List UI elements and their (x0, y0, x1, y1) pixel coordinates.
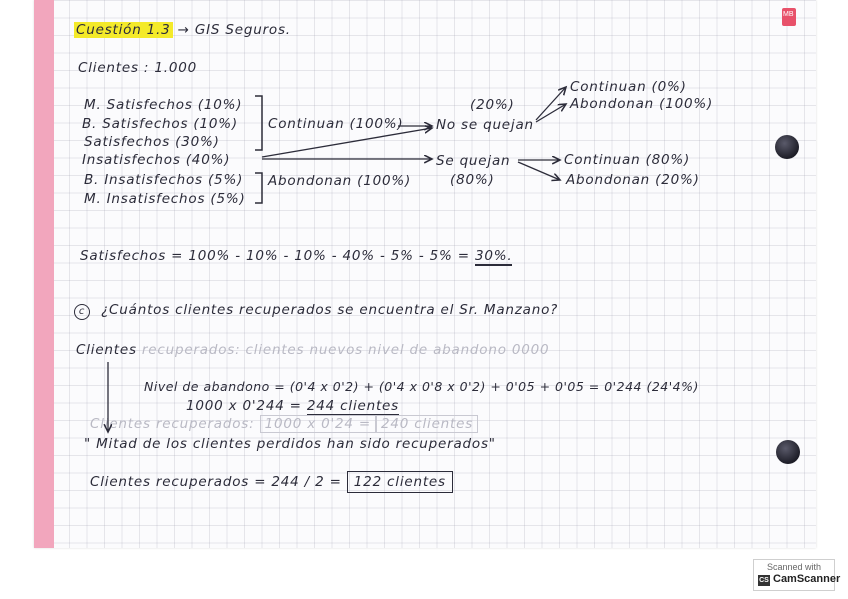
branch-c-continue: Continuan (80%) (564, 152, 691, 168)
arrow-nc-continue (536, 87, 566, 120)
abandon-calc-result: 244 clientes (306, 398, 399, 414)
category-satisfied: Satisfechos (30%) (84, 134, 220, 150)
camscanner-logo-icon: CS (759, 577, 769, 584)
half-recovered-note: " Mitad de los clientes perdidos han sido recuperados" (84, 436, 496, 452)
branch-c-abandon: Abondonan (20%) (566, 172, 700, 188)
scanned-with-text: Scanned with (766, 562, 822, 572)
arrow-unsatisfied-to-no-complain (262, 128, 432, 157)
final-calc-prefix: Clientes recuperados = 244 / 2 = (90, 474, 342, 490)
company-name: GIS Seguros. (194, 22, 291, 38)
abandon-level-formula: Nivel de abandono = (0'4 x 0'2) + (0'4 x 0'8 x 0'2) + 0'05 + 0'05 = 0'244 (24'4%) (144, 379, 699, 394)
branch-nc-continue: Continuan (0%) (570, 79, 687, 95)
abandon-calc-prefix: 1000 x 0'244 = (186, 398, 302, 414)
unsatisfied-bracket (255, 173, 262, 203)
satisfied-formula-text: Satisfechos = 100% - 10% - 10% - 40% - 5% - 5% = (80, 248, 470, 264)
category-unsatisfied: Insatisfechos (40%) (82, 152, 231, 168)
category-b-satisfied: B. Satisfechos (10%) (82, 116, 238, 132)
arrow-nc-abandon (536, 104, 566, 122)
category-m-unsatisfied: M. Insatisfechos (5%) (84, 191, 246, 207)
recovered-definition-faded: recuperados: clientes nuevos nivel de abandono 0000 (136, 342, 550, 358)
question-number: Cuestión 1.3 (76, 22, 171, 38)
complain-label: Se quejan (436, 153, 511, 169)
faded-result: 240 clientes (376, 415, 478, 433)
satisfied-bracket (255, 96, 262, 150)
group-continue-label: Continuan (100%) (268, 116, 404, 132)
question-c-text: ¿Cuántos clientes recuperados se encuentra el Sr. Manzano? (101, 302, 559, 318)
category-b-unsatisfied: B. Insatisfechos (5%) (84, 172, 244, 188)
group-abandon-label: Abondonan (100%) (268, 173, 412, 189)
page-tab-text: MB (783, 11, 794, 18)
complain-percent: (80%) (450, 172, 495, 188)
arrow-c-abandon (518, 162, 560, 180)
category-m-satisfied: M. Satisfechos (10%) (84, 97, 243, 113)
camscanner-badge (753, 559, 841, 591)
recovered-definition-dark: Clientes (76, 342, 137, 358)
question-c-marker: c (74, 304, 90, 320)
faded-recovered-label: Clientes recuperados: (90, 416, 255, 432)
faded-calc: 1000 x 0'24 = (260, 415, 376, 433)
satisfied-result: 30%. (474, 248, 513, 264)
no-complain-percent: (20%) (470, 97, 515, 113)
clients-total: Clientes : 1.000 (78, 60, 198, 76)
camscanner-name: CamScanner (773, 573, 841, 585)
final-result-box: 122 clientes (347, 471, 453, 493)
no-complain-label: No se quejan (436, 117, 534, 133)
branch-nc-abandon: Abondonan (100%) (570, 96, 714, 112)
title-arrow: → (177, 22, 190, 38)
